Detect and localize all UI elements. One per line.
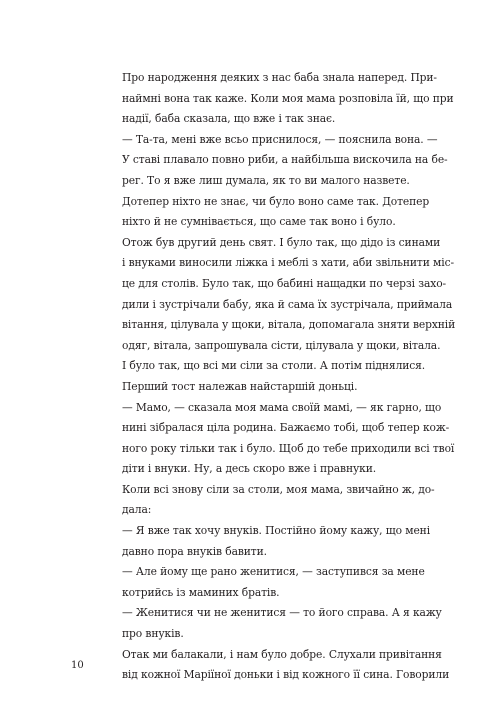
paragraph-10 [102, 603, 442, 644]
paragraph-8 [102, 521, 431, 562]
text-line: ніхто й не сумнівається, що саме так воно і було. [122, 215, 396, 229]
text-line: діти і внуки. Ну, а десь скоро вже і правнуки. [122, 462, 377, 476]
text-line: — Мамо, — сказала моя мама своїй мамі, — як гарно, що [122, 400, 442, 414]
text-line: дили і зустрічали бабу, яка й сама їх зустрічала, приймала [122, 297, 453, 311]
text-line: і внуками виносили ліжка і меблі з хати, аби звільнити міс- [122, 256, 454, 270]
text-line: І було так, що всі ми сіли за столи. А потім піднялися. [122, 359, 426, 373]
paragraph-3 [102, 192, 430, 233]
text-line: Отож був другий день свят. І було так, що дідо із синами [122, 235, 441, 249]
page-number: 10 [71, 660, 84, 671]
text-line: надії, баба сказала, що вже і так знає. [122, 112, 336, 126]
text-line: — Та-та, мені вже всьо приснилося, — пояснила вона. — [122, 132, 438, 146]
paragraph-6 [102, 398, 455, 480]
text-line: від кожної Маріїної доньки і від кожного її сина. Говорили [122, 668, 450, 682]
text-line: У ставі плавало повно риби, а найбільша вискочила на бе- [122, 153, 448, 167]
paragraph-5 [102, 356, 426, 397]
text-line: це для столів. Було так, що бабині нащадки по черзі захо- [122, 276, 447, 290]
text-line: рег. То я вже лиш думала, як то ви малого назвете. [122, 173, 410, 187]
text-line: Отак ми балакали, і нам було добре. Слухали привітання [122, 647, 442, 661]
paragraph-9 [102, 562, 425, 603]
text-line: нині зібралася ціла родина. Бажаємо тобі, щоб тепер кож- [122, 421, 450, 435]
text-line: ного року тільки так і було. Щоб до тебе приходили всі твої [122, 441, 455, 455]
paragraph-4 [102, 233, 456, 357]
text-line: Коли всі знову сіли за столи, моя мама, звичайно ж, до- [122, 482, 435, 496]
text-line: котрийсь із маминих братів. [122, 585, 280, 599]
text-line: — Я вже так хочу внуків. Постійно йому кажу, що мені [122, 524, 431, 538]
paragraph-11 [102, 645, 450, 686]
text-line: вітання, цілувала у щоки, вітала, допомагала зняти верхній [122, 318, 456, 332]
text-line: дала: [122, 503, 152, 517]
text-line: наймні вона так каже. Коли моя мама розповіла їй, що при [122, 91, 454, 105]
text-line: давно пора внуків бавити. [122, 544, 267, 558]
text-line: — Женитися чи не женитися — то його справа. А я кажу [122, 606, 442, 620]
text-line: Дотепер ніхто не знає, чи було воно саме так. Дотепер [122, 194, 430, 208]
text-line: — Але йому ще рано женитися, — заступився за мене [122, 565, 425, 579]
paragraph-2 [102, 130, 448, 192]
text-line: Про народження деяких з нас баба знала наперед. При- [122, 71, 437, 84]
paragraph-1 [102, 68, 454, 130]
paragraph-7 [102, 480, 435, 521]
page-body [102, 68, 456, 686]
text-line: Перший тост належав найстаршій доньці. [122, 379, 358, 393]
text-line: одяг, вітала, запрошувала сісти, цілувала у щоки, вітала. [122, 338, 441, 352]
text-line: про внуків. [122, 627, 184, 641]
